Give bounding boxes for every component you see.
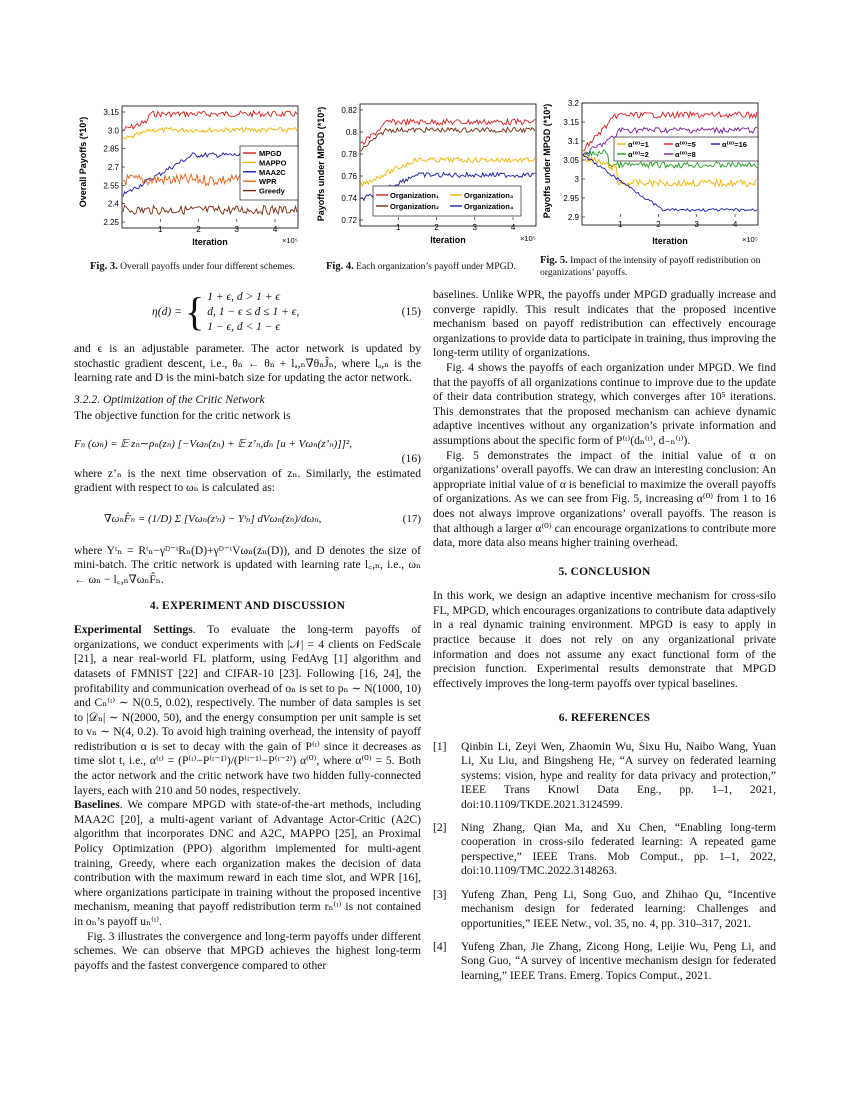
y-tick-label: 0.74: [341, 194, 357, 203]
paragraph: . We compare MPGD with state-of-the-art methods, including MAA2C [20], a multi-agent variant of Advantage Actor-Critic (A2C) algorithm that incorporates DNC and A2C, MAPPO [25], an Proximal Policy Optimization (PPO) algorithm implemented for multi-agent training, Greedy, where each organization makes the decision of data contribution with the maximum reward in each time slot, and WPR [16], where organizations participate in training without the proposed incentive mechanism, meaning that payoff redistribution term rₙ⁽ᵗ⁾ is not contained in oₙ’s payoff uₙ⁽ᵗ⁾.: [74, 798, 421, 928]
legend-entry: WPR: [259, 177, 277, 187]
paragraph: baselines. Unlike WPR, the payoffs under MPGD gradually increase and converge rapidly. This result indicates that the proposed incentive mechanism based on payoff redistribution can effectively encourage organizations to provide data to participate in training, thus improving the long-term utility of organizations.: [433, 288, 776, 360]
figure-3: [78, 100, 308, 255]
equation-17: [74, 502, 421, 538]
x-tick-label: 2: [656, 220, 661, 229]
equation-15: η(d) = { 1 + ϵ, d > 1 + ϵ d, 1 − ϵ ≤ d ≤ 1 + ϵ, 1 − ϵ, d < 1 − ϵ (15): [152, 289, 421, 334]
y-tick-label: 2.9: [567, 213, 579, 222]
section-heading: 4. EXPERIMENT AND DISCUSSION: [149, 599, 346, 612]
legend-entry: Organization₄: [464, 202, 514, 211]
y-tick-label: 3.15: [103, 108, 119, 117]
legend-entry: MAPPO: [259, 158, 287, 168]
legend-entry: α⁽⁰⁾=2: [628, 150, 649, 159]
reference-item: [2] Ning Zhang, Qian Ma, and Xu Chen, “Enabling long-term cooperation in cross-silo federated learning: A repeated game perspective,” IEEE Trans. Mob Comput., pp. 1–1, 2022, doi:10.1109/TMC.2022.3148263.: [433, 821, 776, 878]
legend-entry: α⁽⁰⁾=5: [675, 140, 696, 149]
eq17-number: (17): [402, 513, 421, 526]
y-tick-label: 0.76: [341, 172, 357, 181]
greedy-line: [123, 206, 297, 215]
paragraph: . To evaluate the long-term payoffs of organizations, we conduct experiments with |𝒩| = 4 clients on FedScale [21], a near real-world FL platform, using FedAvg [1] algorithm and datasets of FMNIST [22] and CIFAR-10 [23]. Following [16, 24], the profitability and communication overhead of oₙ is set to pₙ ∼ N(1000, 10) and Cₙ⁽ᵗ⁾ ∼ N(0.5, 0.02), respectively. The number of data samples is set to |𝒟ₙ| ∼ N(2000, 50), and the energy consumption per unit sample is set to vₙ ∼ N(4, 0.2). To avoid high training overhead, the intensity of payoff redistribution α is set to decay with the gain of P⁽ᵗ⁾ since it decreases as time slot t, i.e., α⁽ᵗ⁾ = (P⁽ᵗ⁾−P⁽ᵗ⁻¹⁾)/(P⁽ᵗ⁻¹⁾−P⁽ᵗ⁻²⁾) α⁽⁰⁾, where α⁽⁰⁾ = 5. Both the actor network and the critic network have two hidden fully-connected layers, each with 210 and 50 nodes, respectively.: [74, 623, 421, 797]
figure-4: [316, 100, 546, 255]
paragraph-lead: Experimental Settings: [74, 623, 193, 637]
legend-entry: MAA2C: [259, 167, 286, 177]
x-tick-label: 4: [272, 225, 278, 234]
fig3-plot: [78, 100, 308, 250]
x-tick-label: 2: [434, 223, 439, 232]
y-tick-label: 2.55: [103, 181, 119, 191]
y-tick-label: 0.72: [341, 216, 357, 225]
fig4-plot: [316, 100, 546, 250]
eq15-case2: d, 1 − ϵ ≤ d ≤ 1 + ϵ,: [207, 305, 300, 318]
fig4-caption: Fig. 4. Each organization’s payoff under MPGD.: [326, 261, 516, 272]
eq15-case3: 1 − ϵ, d < 1 − ϵ: [207, 320, 280, 333]
x-tick-label: 2: [196, 225, 201, 234]
y-tick-label: 3.0: [107, 126, 119, 136]
x-tick-label: 3: [234, 225, 240, 234]
left-column: [74, 288, 421, 973]
right-column: [433, 288, 776, 992]
x-tick-label: 3: [694, 220, 700, 229]
fig5-plot: [540, 95, 770, 250]
fig4-ylabel: Payoffs under MPGD (*10³): [316, 106, 326, 222]
reference-item: [3] Yufeng Zhan, Peng Li, Song Guo, and Zhihao Qu, “Incentive mechanism design for federated learning: Challenges and opportunities,” IEEE Netw., vol. 35, no. 4, pp. 310–317, 2021.: [433, 887, 776, 930]
section-heading: 5. CONCLUSION: [558, 565, 651, 578]
y-tick-label: 0.82: [341, 106, 357, 115]
mpgd-line: [123, 111, 297, 130]
paragraph: In this work, we design an adaptive incentive mechanism for cross-silo FL, MPGD, which encourages organizations to contribute data adaptively in a real dynamic training environment. MPGD is easy to apply in practice because it does not rely on any organizational private information and does not assume any exact functional form of the precision function. Experimental results demonstrate that MPGD effectively improves the long-term payoffs over typical baselines.: [433, 589, 776, 690]
paragraph: Fig. 3 illustrates the convergence and long-term payoffs under different schemes. We can observe that MPGD achieves the highest long-term payoffs and the fastest convergence compared to other: [74, 929, 421, 972]
y-tick-label: 2.7: [107, 163, 119, 172]
y-tick-label: 3.1: [567, 137, 579, 146]
legend-entry: α⁽⁰⁾=16: [722, 140, 747, 149]
mappo-line: [123, 128, 297, 139]
eq15-number: (15): [401, 304, 421, 318]
x-tick-label: 3: [472, 223, 478, 232]
y-tick-label: 2.95: [563, 194, 579, 203]
figure-5: [540, 95, 770, 255]
paragraph: The objective function for the critic network is: [74, 409, 291, 423]
fig3-ylabel: Overall Payoffs (*10³): [78, 116, 88, 208]
eq17-body: ∇ωₙF̂ₙ = (1/D) Σ [Vωₙ(zᵗₙ) − Yᵗₙ] dVωₙ(zₙ)/dωₙ,: [104, 513, 322, 526]
y-tick-label: 3.2: [567, 99, 579, 108]
y-tick-label: 2.4: [107, 199, 119, 209]
fig5-xlabel: Iteration: [652, 236, 688, 246]
y-tick-label: 2.25: [103, 218, 119, 227]
reference-list: [433, 740, 776, 983]
legend-entry: Organization₁: [390, 191, 439, 200]
org1-line: [361, 119, 535, 144]
eq15-case1: 1 + ϵ, d > 1 + ϵ: [207, 290, 280, 303]
reference-item: [4] Yufeng Zhan, Jie Zhang, Zicong Hong, Leijie Wu, Peng Li, and Song Guo, “A survey of incentive mechanism design for federated learning,” IEEE Trans. Emerg. Topics Comput., 2021.: [433, 939, 776, 982]
y-tick-label: 2.85: [103, 144, 119, 154]
fig4-xlabel: Iteration: [430, 235, 466, 245]
fig5-ylabel: Payoffs under MPGD (*10³): [542, 103, 552, 219]
paragraph-lead: Baselines: [74, 798, 120, 812]
fig5-caption: Fig. 5. Impact of the intensity of payoff redistribution on organizations’ payoffs.: [540, 255, 761, 278]
paragraph: where z’ₙ is the next time observation of zₙ. Similarly, the estimated gradient with respect to ωₙ is calculated as:: [74, 466, 421, 495]
fig4-xexp: ×10⁵: [520, 234, 536, 243]
y-tick-label: 0.8: [345, 128, 357, 137]
org2-line: [361, 128, 535, 152]
legend-entry: Organization₂: [390, 202, 440, 211]
subsection-heading: 3.2.2. Optimization of the Critic Network: [74, 392, 265, 406]
fig3-xlabel: Iteration: [192, 237, 228, 247]
legend-entry: α⁽⁰⁾=8: [675, 150, 696, 159]
fig5-xexp: ×10⁵: [742, 235, 758, 244]
y-tick-label: 3.05: [563, 156, 579, 165]
x-tick-label: 4: [510, 223, 516, 232]
section-heading: 6. REFERENCES: [558, 712, 651, 725]
eq15-lhs: η(d) =: [152, 304, 182, 318]
x-tick-label: 4: [732, 220, 738, 229]
legend-entry: Greedy: [259, 186, 285, 196]
y-tick-label: 0.78: [341, 150, 357, 159]
eq16-body: Fₙ (ωₙ) = 𝔼 zₙ∼ρₙ(zₙ) [−Vωₙ(zₙ) + 𝔼 z’ₙ,dₙ [u + Vωₙ(z’ₙ)]]²,: [74, 437, 352, 450]
eq16-number: (16): [401, 451, 421, 465]
legend-entry: Organization₃: [464, 191, 514, 200]
paragraph: and ϵ is an adjustable parameter. The actor network is updated by stochastic gradient descent, i.e., θₙ ← θₙ + lₐ,ₙ∇θₙĴₙ, where lₐ,ₙ is the learning rate and D is the mini-batch size for updating the actor network.: [74, 342, 421, 385]
legend-entry: α⁽⁰⁾=1: [628, 140, 649, 149]
x-tick-label: 1: [618, 220, 623, 229]
x-tick-label: 1: [396, 223, 401, 232]
x-tick-label: 1: [158, 225, 163, 234]
org3-line: [361, 158, 535, 187]
y-tick-label: 3.15: [563, 118, 579, 127]
paragraph: Fig. 5 demonstrates the impact of the initial value of α on organizations’ overall payoffs. We can draw an interesting conclusion: An appropriate initial value of α is beneficial to maximize the overall payoffs of organizations. As we can see from Fig. 5, increasing α⁽⁰⁾ from 1 to 16 does not always improve organizations’ overall payoffs. The reason is that although a larger α⁽⁰⁾ can encourage organizations to contribute more data, more data also means higher training overhead.: [433, 448, 776, 550]
legend-entry: MPGD: [259, 149, 282, 158]
fig3-caption: Fig. 3. Overall payoffs under four different schemes.: [90, 261, 296, 272]
paragraph: where Yᵗₙ = Rᵗₙ−γᴰ⁻ᵗRₙ(D)+γᴰ⁻ᵗVωₙ(zₙ(D)), and D denotes the size of mini-batch. The critic network is updated with learning rate l꜀,ₙ, i.e., ωₙ ← ωₙ − l꜀,ₙ∇ωₙF̂ₙ.: [74, 543, 421, 586]
paragraph: Fig. 4 shows the payoffs of each organization under MPGD. We find that the payoffs of all organizations continue to improve due to the update of their data contribution strategy, which converges after 10⁵ iterations. This demonstrates that the proposed mechanism can achieve dynamic adaptive incentives without any organization’s private information and assumptions about the specific form of P⁽ᵗ⁾(dₙ⁽ᵗ⁾, d₋ₙ⁽ᵗ⁾).: [433, 360, 776, 447]
fig3-xexp: ×10⁵: [282, 236, 298, 245]
y-tick-label: 3: [574, 175, 579, 184]
reference-item: [1] Qinbin Li, Zeyi Wen, Zhaomin Wu, Sixu Hu, Naibo Wang, Yuan Li, Xu Liu, and Bingsheng He, “A survey on federated learning systems: vision, hype and reality for data privacy and protection,” IEEE Trans Knowl Data Eng., pp. 1–1, 2021, doi:10.1109/TKDE.2021.3124599.: [433, 740, 776, 811]
